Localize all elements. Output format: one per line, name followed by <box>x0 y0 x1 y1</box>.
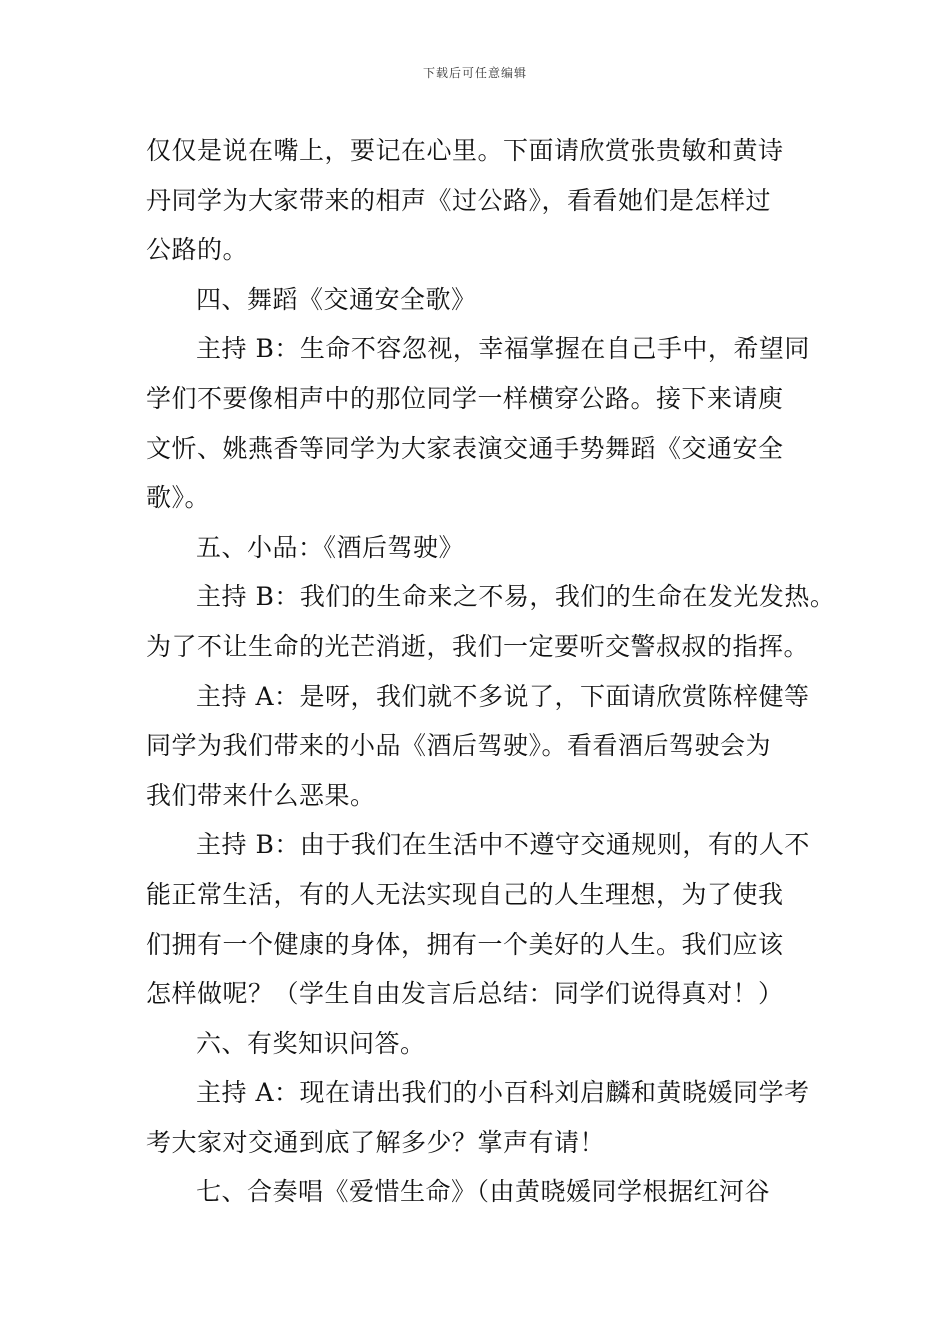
text-line: 歌》。 <box>146 483 211 513</box>
text-line: 为了不让生命的光芒消逝，我们一定要听交警叔叔的指挥。 <box>146 631 810 661</box>
text-line: 怎样做呢？（学生自由发言后总结：同学们说得真对！） <box>146 979 784 1009</box>
paragraph <box>146 1167 846 1217</box>
text-line: 们拥有一个健康的身体，拥有一个美好的人生。我们应该 <box>146 929 784 959</box>
text-line: 主持 A：现在请出我们的小百科刘启麟和黄晓媛同学考 <box>196 1078 810 1108</box>
paragraph <box>146 523 846 573</box>
text-line: 四、舞蹈《交通安全歌》 <box>196 284 477 314</box>
text-line: 学们不要像相声中的那位同学一样横穿公路。接下来请庾 <box>146 383 784 413</box>
paragraph <box>146 1068 846 1167</box>
paragraph <box>146 1019 846 1069</box>
document-body <box>146 126 846 1217</box>
text-line: 我们带来什么恶果。 <box>146 780 376 810</box>
text-line: 主持 B：由于我们在生活中不遵守交通规则，有的人不 <box>196 830 810 860</box>
text-line: 七、合奏唱《爱惜生命》（由黄晓媛同学根据红河谷 <box>196 1177 771 1207</box>
text-line: 主持 B：我们的生命来之不易，我们的生命在发光发热。 <box>196 582 836 612</box>
text-line: 公路的。 <box>146 235 249 265</box>
text-line: 主持 B：生命不容忽视，幸福掌握在自己手中，希望同 <box>196 334 810 364</box>
paragraph <box>146 572 846 671</box>
text-line: 能正常生活，有的人无法实现自己的人生理想，为了使我 <box>146 879 784 909</box>
paragraph <box>146 324 846 522</box>
paragraph <box>146 820 846 1018</box>
page-header: 下载后可任意编辑 <box>422 66 527 80</box>
text-line: 五、小品：《酒后驾驶》 <box>196 532 465 562</box>
paragraph <box>146 275 846 325</box>
text-line: 仅仅是说在嘴上，要记在心里。下面请欣赏张贵敏和黄诗 <box>146 136 784 165</box>
text-line: 考大家对交通到底了解多少？掌声有请！ <box>146 1127 606 1157</box>
text-line: 主持 A：是呀，我们就不多说了，下面请欣赏陈梓健等 <box>196 681 810 711</box>
paragraph <box>146 126 846 275</box>
text-line: 同学为我们带来的小品《酒后驾驶》。看看酒后驾驶会为 <box>146 731 772 761</box>
text-line: 文忻、姚燕香等同学为大家表演交通手势舞蹈《交通安全 <box>146 433 784 463</box>
text-line: 丹同学为大家带来的相声《过公路》，看看她们是怎样过 <box>146 185 772 215</box>
text-line: 六、有奖知识问答。 <box>196 1028 426 1058</box>
paragraph <box>146 672 846 821</box>
